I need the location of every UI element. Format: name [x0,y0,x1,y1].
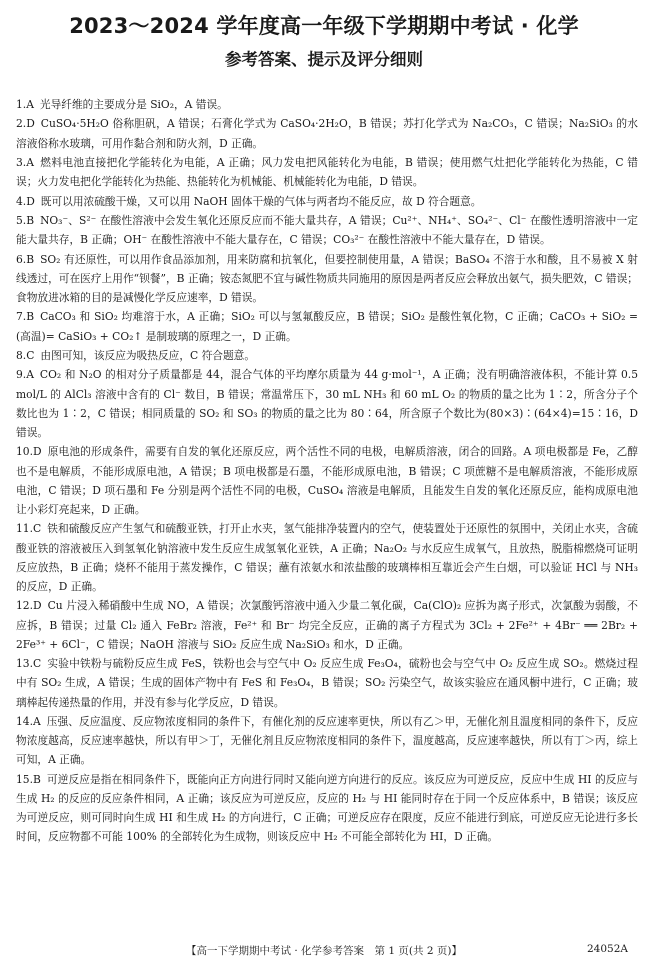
question-number: 15. [16,772,33,786]
answer-item [16,153,638,191]
page-title: 2023～2024 学年度高一年级下学期期中考试 · 化学 [69,14,579,38]
answer-item [16,114,638,152]
answer-item [16,192,638,211]
answer-choice: C [33,522,42,536]
answer-explanation: NO₃⁻、S²⁻ 在酸性溶液中会发生氧化还原反应而不能大量共存，A 错误；Cu²⁺、NH₄⁺、SO₄²⁻、Cl⁻ 在酸性透明溶液中一定能大量共存，B 正确；OH⁻ 在酸性溶液中不能大量存在，C 错误；CO₃²⁻ 在酸性溶液中不能大量存在，D 错误。 [16,213,638,247]
answer-explanation: 既可以用浓硫酸干燥，又可以用 NaOH 固体干燥的气体与两者均不能反应，故 D 符合题意。 [40,194,482,208]
answer-list [16,95,638,847]
question-number: 9. [16,368,27,382]
answer-item [16,712,638,770]
answer-explanation: CO₂ 和 N₂O 的相对分子质量都是 44，混合气体的平均摩尔质量为 44 g·mol⁻¹，A 正确；没有明确溶液体积，不能计算 0.5 mol/L 的 AlCl₃ 溶液中含有的 Cl⁻ 数目，B 错误；常温常压下，30 mL NH₃ 和 60 mL O₂ 的物质的量之比为 1∶2，所含分子个数比也为 1∶2，C 错误；相同质量的 SO₂ 和 SO₃ 的物质的量之比为 80∶64，所含原子个数比为(80×3)∶(64×4)=15∶16，D 错误。 [16,368,638,439]
answer-explanation: 可逆反应是指在相同条件下，既能向正方向进行同时又能向逆方向进行的反应。该反应为可逆反应，反应中生成 HI 的反应与生成 H₂ 的反应的反应条件相同，A 正确；该反应为可逆反应，反应的 H₂ 与 HI 能同时存在于同一个反应体系中，B 错误；该反应为可逆反应，则可同时向生成 HI 和生成 H₂ 的方向进行，C 正确；可逆反应存在限度，反应不能进行到底，可逆反应无论进行多长时间，反应物都不可能 100% 的全部转化为生成物，则该反应中 H₂ 不可能全部转化为 HI，D 正确。 [16,772,638,844]
answer-choice: C [26,348,35,362]
answer-choice: D [26,194,35,208]
answer-choice: C [33,657,42,671]
answer-choice: D [33,445,42,459]
answer-explanation: Cu 片浸入稀硝酸中生成 NO，A 错误；次氯酸钙溶液中通入少量二氧化碳，Ca(ClO)₂ 应拆为离子形式，次氯酸为弱酸，不应拆，B 错误；过量 Cl₂ 通入 FeBr₂ 溶液，Fe²⁺ 和 Br⁻ 均完全反应，正确的离子方程式为 3Cl₂ + 2Fe²⁺ + 4Br⁻ ══ 2Br₂ + 2Fe³⁺ + 6Cl⁻，C 错误；NaOH 溶液与 SiO₂ 反应生成 Na₂SiO₃ 和水，D 正确。 [16,599,638,651]
question-number: 7. [16,310,27,324]
answer-choice: A [26,368,34,382]
answer-item [16,596,638,654]
question-number: 3. [16,155,27,169]
answer-choice: B [33,772,41,786]
answer-explanation: CaCO₃ 和 SiO₂ 均难溶于水，A 正确；SiO₂ 可以与氢氟酸反应，B 错误；SiO₂ 是酸性氧化物，C 正确；CaCO₃ + SiO₂ =(高温)= CaSiO₃ + CO₂↑ 是制玻璃的原理之一，D 正确。 [16,310,638,343]
answer-item [16,654,638,712]
answer-item [16,365,638,442]
answer-item [16,211,638,249]
answer-explanation: 实验中铁粉与硫粉反应生成 FeS，铁粉也会与空气中 O₂ 反应生成 Fe₃O₄，硫粉也会与空气中 O₂ 反应生成 SO₂。燃烧过程中有 SO₂ 生成，A 错误；生成的固体产物中有 FeS 和 Fe₃O₄，B 错误；SO₂ 污染空气，故该实验应在通风橱中进行，C 正确；玻璃棒起传递热量的作用，并没有参与化学反应，D 错误。 [16,657,638,709]
question-number: 13. [16,657,33,671]
question-number: 5. [16,213,27,227]
question-number: 10. [16,445,33,459]
answer-choice: B [26,252,35,266]
answer-explanation: 燃料电池直接把化学能转化为电能，A 正确；风力发电把风能转化为电能，B 错误；使用燃气灶把化学能转化为热能，C 错误；火力发电把化学能转化为热能、热能转化为机械能、机械能转化为电能，D 错误。 [16,155,638,189]
answer-item [16,307,638,345]
question-number: 12. [16,599,33,613]
answer-explanation: 原电池的形成条件，需要有自发的氧化还原反应，两个活性不同的电极，电解质溶液，闭合的回路。A 项电极都是 Fe，乙醇也不是电解质，不能形成原电池，A 错误；B 项电极都是石墨，不能形成原电池，B 错误；C 项蔗糖不是电解质溶液，不能形成原电池，C 错误；D 项石墨和 Fe 分别是两个活性不同的电极，CuSO₄ 溶液是电解质，且能发生自发的氧化还原反应，能构成原电池让小彩灯亮起来，D 正确。 [16,445,638,516]
answer-choice: A [26,155,34,169]
footer-exam-code: 24052A [587,943,628,955]
answer-choice: D [26,117,35,131]
answer-item [16,519,638,596]
answer-item [16,95,638,114]
footer-page-info: 【高一下学期期中考试 · 化学参考答案 第 1 页(共 2 页)】 [186,945,462,957]
page-subtitle: 参考答案、提示及评分细则 [225,50,423,69]
answer-explanation: 压强、反应温度、反应物浓度相同的条件下，有催化剂的反应速率更快，所以有乙＞甲，无催化剂且温度相同的条件下，反应物浓度越高，反应速率越快，所以有甲＞丁，无催化剂且反应物浓度相同的条件下，温度越高，反应速率越快，所以有丁＞丙，综上可知，A 正确。 [16,714,638,767]
answer-explanation: 铁和硫酸反应产生氢气和硫酸亚铁，打开止水夹，氢气能排净装置内的空气，使装置处于还原性的氛围中，关闭止水夹，含硫酸亚铁的溶液被压入到氢氧化钠溶液中发生反应生成氢氧化亚铁，A 正确；Na₂O₂ 与水反应生成氧气，且放热，脱脂棉燃烧可证明反应放热，B 正确；烧杯不能用于蒸发操作，C 错误；蘸有浓氨水和浓盐酸的玻璃棒相互靠近会产生白烟，可以验证 HCl 与 NH₃ 的反应，D 正确。 [16,522,638,593]
question-number: 4. [16,194,27,208]
question-number: 11. [16,522,33,536]
question-number: 1. [16,98,27,111]
answer-item [16,250,638,308]
answer-explanation: 由图可知，该反应为吸热反应，C 符合题意。 [40,348,256,362]
answer-choice: A [26,98,34,111]
answer-choice: A [33,714,41,728]
answer-choice: B [26,213,35,227]
answer-item [16,442,638,519]
answer-item [16,346,638,365]
question-number: 8. [16,348,27,362]
answer-choice: D [33,599,42,613]
answer-choice: B [26,310,35,324]
question-number: 6. [16,252,27,266]
question-number: 14. [16,714,33,728]
question-number: 2. [16,117,27,131]
answer-item [16,770,638,847]
answer-explanation: CuSO₄·5H₂O 俗称胆矾，A 错误；石膏化学式为 CaSO₄·2H₂O，B 错误；苏打化学式为 Na₂CO₃，C 错误；Na₂SiO₃ 的水溶液俗称水玻璃，可用作黏合剂和防火剂，D 正确。 [16,117,638,150]
answer-explanation: 光导纤维的主要成分是 SiO₂，A 错误。 [39,98,228,111]
answer-explanation: SO₂ 有还原性，可以用作食品添加剂，用来防腐和抗氧化，但要控制使用量，A 错误；BaSO₄ 不溶于水和酸，且不易被 X 射线透过，可在医疗上用作“钡餐”，B 正确；铵态氮肥不宜与碱性物质共同施用的原因是两者反应会释放出氨气，损失肥效，C 错误；食物放进冰箱的目的是减慢化学反应速率，D 错误。 [16,252,638,304]
